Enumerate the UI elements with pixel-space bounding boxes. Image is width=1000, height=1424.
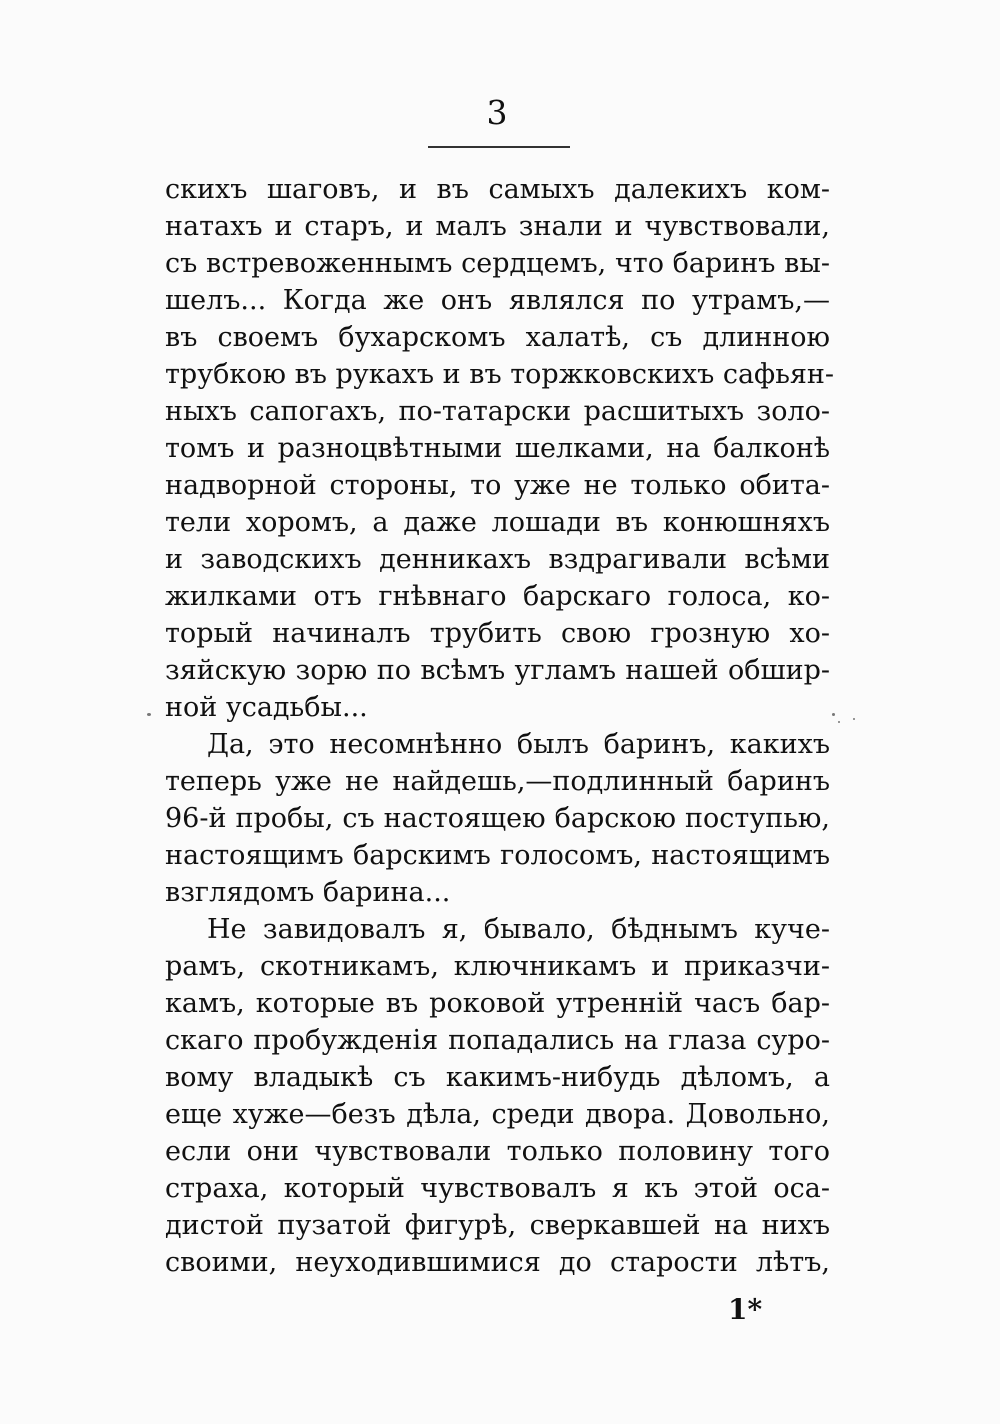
text-line: шелъ... Когда же онъ являлся по утрамъ,—: [165, 285, 830, 316]
text-line: настоящимъ барскимъ голосомъ, настоящимъ: [165, 840, 830, 871]
page-number-rule: [428, 146, 570, 148]
text-line: и заводскихъ денникахъ вздрагивали всѣми: [165, 544, 830, 575]
print-speck: [832, 713, 835, 716]
text-line: скаго пробужденія попадались на глаза суро-: [165, 1025, 830, 1056]
text-line: зяйскую зорю по всѣмъ угламъ нашей обшир-: [165, 655, 830, 686]
text-line: ной усадьбы...: [165, 692, 368, 723]
print-speck: [838, 721, 840, 723]
text-line: съ встревоженнымъ сердцемъ, что баринъ вы-: [165, 248, 830, 279]
paragraph-first-line: Не завидовалъ я, бывало, бѣднымъ куче-: [207, 914, 830, 945]
text-line: вому владыкѣ съ какимъ-нибудь дѣломъ, а: [165, 1062, 830, 1093]
text-line: своими, неуходившимися до старости лѣтъ,: [165, 1247, 830, 1278]
text-line: рамъ, скотникамъ, ключникамъ и приказчи-: [165, 951, 830, 982]
text-line: въ своемъ бухарскомъ халатѣ, съ длинною: [165, 322, 830, 353]
print-speck: [147, 713, 151, 716]
text-line: торый начиналъ трубить свою грозную хо-: [165, 618, 830, 649]
text-line: страха, который чувствовалъ я къ этой оса-: [165, 1173, 830, 1204]
paragraph-first-line: Да, это несомнѣнно былъ баринъ, какихъ: [207, 729, 830, 760]
text-line: теперь уже не найдешь,—подлинный баринъ: [165, 766, 830, 797]
print-speck: [853, 718, 855, 720]
text-line: если они чувствовали только половину того: [165, 1136, 830, 1167]
text-line: 96-й пробы, съ настоящею барскою поступью,: [165, 803, 830, 834]
text-line: дистой пузатой фигурѣ, сверкавшей на нихъ: [165, 1210, 830, 1241]
signature-mark: 1*: [728, 1293, 763, 1326]
text-line: скихъ шаговъ, и въ самыхъ далекихъ ком-: [165, 174, 830, 205]
text-line: надворной стороны, то уже не только обита-: [165, 470, 830, 501]
text-line: трубкою въ рукахъ и въ торжковскихъ сафьян-: [165, 359, 835, 390]
text-line: томъ и разноцвѣтными шелками, на балконѣ: [165, 433, 830, 464]
text-line: тели хоромъ, а даже лошади въ конюшняхъ: [165, 507, 830, 538]
text-line: еще хуже—безъ дѣла, среди двора. Довольно,: [165, 1099, 830, 1130]
text-line: натахъ и старъ, и малъ знали и чувствовали,: [165, 211, 830, 242]
text-line: жилками отъ гнѣвнаго барскаго голоса, ко-: [165, 581, 830, 612]
text-line: камъ, которые въ роковой утренній часъ бар-: [165, 988, 830, 1019]
page-number: 3: [486, 93, 508, 132]
body-text: [165, 171, 835, 1281]
text-line: взглядомъ барина...: [165, 877, 451, 908]
text-line: ныхъ сапогахъ, по-татарски расшитыхъ золо-: [165, 396, 830, 427]
